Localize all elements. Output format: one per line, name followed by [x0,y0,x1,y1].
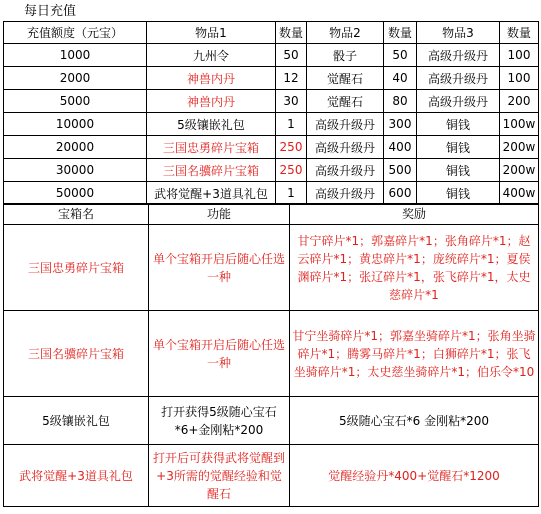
table-row [4,44,539,67]
box-name-cell: 三国忠勇碎片宝箱 [4,225,149,311]
table-row [4,67,539,90]
item-cell: 觉醒石 [307,90,384,113]
box-reward-cell: 甘宁碎片*1；郭嘉碎片*1；张角碎片*1；赵云碎片*1；黄忠碎片*1；庞统碎片*1；夏侯渊碎片*1；张辽碎片*1，张飞碎片*1，太史慈碎片*1 [290,225,539,311]
qty-cell: 50 [384,44,417,67]
qty-cell: 1 [276,113,307,136]
header-cell: 数量 [384,22,417,44]
table-row [4,113,539,136]
table-row [4,445,539,507]
item-cell: 三国名骥碎片宝箱 [147,159,276,182]
header-cell: 数量 [500,22,539,44]
box-function-cell: 单个宝箱开启后随心任选一种 [149,311,290,397]
amount-cell: 30000 [4,159,147,182]
box-reward-cell: 5级随心宝石*6 金刚粘*200 [290,397,539,445]
header-cell: 功能 [149,204,290,225]
box-reward-cell: 觉醒经验丹*400+觉醒石*1200 [290,445,539,507]
item-cell: 铜钱 [417,182,500,205]
table-row [4,225,539,311]
header-cell: 物品3 [417,22,500,44]
qty-cell: 80 [384,90,417,113]
item-cell: 神兽内丹 [147,67,276,90]
qty-cell: 500 [384,159,417,182]
amount-cell: 20000 [4,136,147,159]
item-cell: 高级升级丹 [307,182,384,205]
item-cell: 三国忠勇碎片宝箱 [147,136,276,159]
table-row [4,311,539,397]
item-cell: 铜钱 [417,136,500,159]
qty-cell: 400w [500,182,539,205]
qty-cell: 100 [500,44,539,67]
header-cell: 物品1 [147,22,276,44]
box-reward-cell: 甘宁坐骑碎片*1；郭嘉坐骑碎片*1；张角坐骑碎片*1；腾雾马碎片*1；白狮碎片*1；张飞坐骑碎片*1；太史慈坐骑碎片*1；伯乐令*10 [290,311,539,397]
item-cell: 高级升级丹 [307,159,384,182]
header-cell: 物品2 [307,22,384,44]
table-row [4,90,539,113]
box-function-cell: 打开后可获得武将觉醒到+3所需的觉醒经验和觉醒石 [149,445,290,507]
item-cell: 骰子 [307,44,384,67]
item-cell: 高级升级丹 [417,44,500,67]
qty-cell: 200 [500,90,539,113]
qty-cell: 400 [384,136,417,159]
item-cell: 铜钱 [417,159,500,182]
box-function-cell: 打开获得5级随心宝石*6+金刚粘*200 [149,397,290,445]
item-cell: 5级镶嵌礼包 [147,113,276,136]
qty-cell: 50 [276,44,307,67]
qty-cell: 200w [500,159,539,182]
qty-cell: 100w [500,113,539,136]
qty-cell: 200w [500,136,539,159]
qty-cell: 30 [276,90,307,113]
qty-cell: 250 [276,136,307,159]
item-cell: 铜钱 [417,113,500,136]
box-function-cell: 单个宝箱开启后随心任选一种 [149,225,290,311]
qty-cell: 40 [384,67,417,90]
amount-cell: 2000 [4,67,147,90]
table-row [4,397,539,445]
item-cell: 高级升级丹 [417,90,500,113]
page-title: 每日充值 [24,4,77,19]
item-cell: 武将觉醒+3道具礼包 [147,182,276,205]
item-cell: 神兽内丹 [147,90,276,113]
amount-cell: 1000 [4,44,147,67]
qty-cell: 1 [276,182,307,205]
qty-cell: 600 [384,182,417,205]
table-row [4,136,539,159]
item-cell: 高级升级丹 [307,136,384,159]
amount-cell: 50000 [4,182,147,205]
header-cell: 数量 [276,22,307,44]
item-cell: 高级升级丹 [307,113,384,136]
header-cell: 宝箱名 [4,204,149,225]
header-cell: 充值额度（元宝） [4,22,147,44]
amount-cell: 5000 [4,90,147,113]
item-cell: 高级升级丹 [417,67,500,90]
box-name-cell: 5级镶嵌礼包 [4,397,149,445]
qty-cell: 300 [384,113,417,136]
recharge-table [3,21,539,205]
box-name-cell: 三国名骥碎片宝箱 [4,311,149,397]
item-cell: 觉醒石 [307,67,384,90]
box-table [3,203,539,507]
qty-cell: 12 [276,67,307,90]
table-row [4,182,539,205]
table-row [4,159,539,182]
table-header-row [4,204,539,225]
amount-cell: 10000 [4,113,147,136]
qty-cell: 100 [500,67,539,90]
header-cell: 奖励 [290,204,539,225]
item-cell: 九州令 [147,44,276,67]
qty-cell: 250 [276,159,307,182]
box-name-cell: 武将觉醒+3道具礼包 [4,445,149,507]
table-header-row [4,22,539,44]
